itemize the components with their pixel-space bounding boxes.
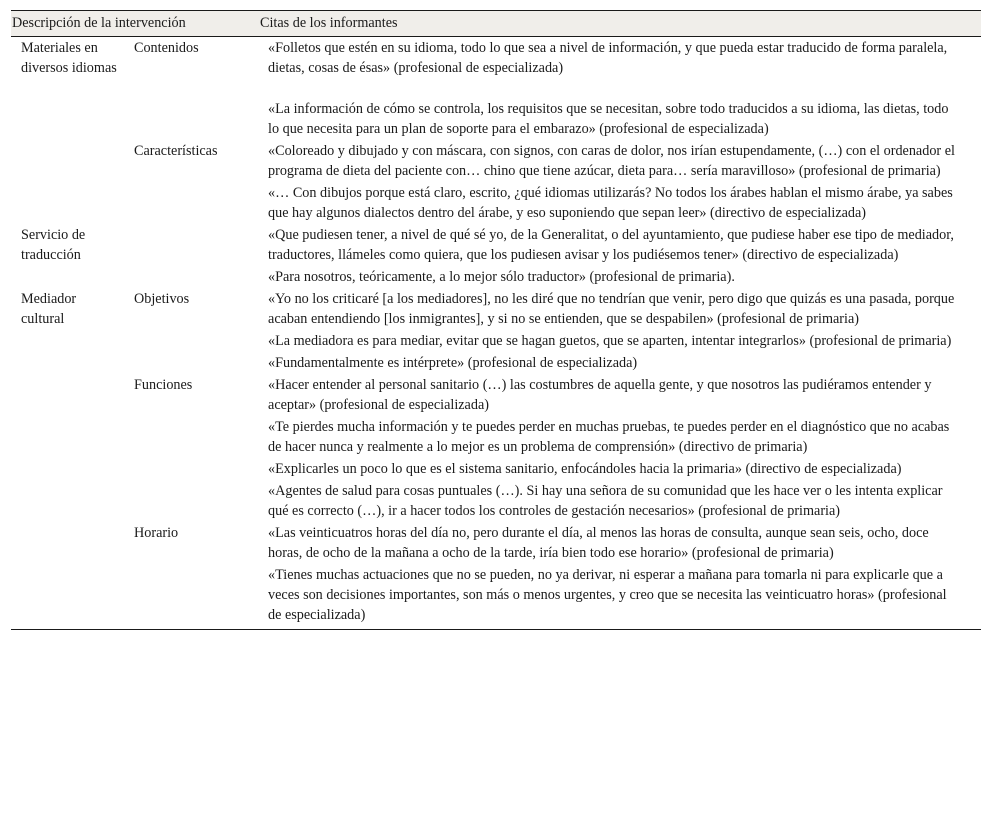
table-row [11,352,981,374]
subcategory-cell [123,330,259,352]
table-row [11,522,981,564]
header-quotes: Citas de los informantes [259,11,981,37]
quote-cell: «Explicarles un poco lo que es el sistema sanitario, enfocándoles hacia la primaria» (directivo de especializada) [268,461,902,477]
quote-cell: «Yo no los criticaré [a los mediadores], no les diré que no tendrían que venir, pero digo que quizás es una pasada, porque acaban entendiendo [los inmigrantes], y si no se entienden, que se despabilen» (profesional de primaria) [268,291,955,327]
subcategory-cell: Contenidos [134,40,199,56]
table-row [11,37,981,80]
table-row [11,182,981,224]
subcategory-cell [123,564,259,630]
table-row [11,374,981,416]
category-cell [11,266,123,288]
category-cell [11,352,123,374]
table-body [11,37,981,630]
category-cell [11,522,123,564]
interventions-table-wrapper [11,10,981,630]
quote-cell: «… Con dibujos porque está claro, escrito, ¿qué idiomas utilizarás? No todos los árabes hablan el mismo árabe, ya sabes que hay algunos dialectos dentro del árabe, y eso suponiendo que sepan leer» (directivo de especializada) [268,185,953,221]
table-row [11,330,981,352]
subcategory-cell [123,416,259,458]
subcategory-cell [123,182,259,224]
table-row [11,416,981,458]
category-cell [11,374,123,416]
category-cell: Mediador cultural [21,291,77,327]
category-cell [11,480,123,522]
subcategory-cell [123,480,259,522]
table-header [11,11,981,37]
category-cell [11,330,123,352]
subcategory-cell [123,266,259,288]
table-row [11,564,981,630]
quote-cell: «La mediadora es para mediar, evitar que se hagan guetos, que se aparten, intentar integrarlos» (profesional de primaria) [268,333,952,349]
quote-cell: «Hacer entender al personal sanitario (…) las costumbres de aquella gente, y que nosotros las pudiéramos entender y aceptar» (profesional de especializada) [268,377,932,413]
table-row [11,79,981,140]
category-cell [11,182,123,224]
quote-cell: «Fundamentalmente es intérprete» (profesional de especializada) [268,355,638,371]
category-cell [11,140,123,182]
subcategory-cell: Objetivos [134,291,190,307]
quote-cell: «Las veinticuatros horas del día no, pero durante el día, al menos las horas de consulta, aunque sean seis, ocho, doce horas, de ocho de la mañana a ocho de la tarde, iría bien todo ese horario» (profesional de primaria) [268,525,929,561]
table-row [11,288,981,330]
interventions-table [11,10,981,630]
table-row [11,480,981,522]
quote-cell: «Para nosotros, teóricamente, a lo mejor sólo traductor» (profesional de primaria). [268,269,735,285]
subcategory-cell: Funciones [134,377,193,393]
category-cell: Servicio de traducción [21,227,86,263]
table-row [11,224,981,266]
category-cell [11,79,123,140]
category-cell [11,564,123,630]
subcategory-cell: Características [134,143,218,159]
subcategory-cell: Horario [134,525,179,541]
quote-cell: «Coloreado y dibujado y con máscara, con signos, con caras de dolor, nos irían estupendamente, (…) con el ordenador el programa de dieta del paciente con… chino que tiene azúcar, dieta para… sería maravilloso» (profesional de primaria) [268,143,955,179]
quote-cell: «Agentes de salud para cosas puntuales (…). Si hay una señora de su comunidad que les hace ver o les intenta explicar qué es correcto (…), ir a hacer todos los controles de gestación necesarios» (profesional de primaria) [268,483,943,519]
quote-cell: «La información de cómo se controla, los requisitos que se necesitan, sobre todo traducidos a su idioma, las dietas, todo lo que necesita para un plan de soporte para el embarazo» (profesional de especializada) [268,101,949,137]
category-cell [11,416,123,458]
quote-cell: «Te pierdes mucha información y te puedes perder en muchas pruebas, te puedes perder en el diagnóstico que no acabas de hacer nunca y realmente a lo mejor es un problema de comprensión» (directivo de primaria) [268,419,950,455]
quote-cell: «Tienes muchas actuaciones que no se pueden, no ya derivar, ni esperar a mañana para tomarla ni para explicarle que a veces son decisiones importantes, son más o menos urgentes, y creo que se necesita las veinticuatro horas» (profesional de especializada) [259,564,981,630]
subcategory-cell [123,79,259,140]
subcategory-cell [123,458,259,480]
subcategory-cell [123,224,259,266]
quote-cell: «Folletos que estén en su idioma, todo lo que sea a nivel de información, y que pueda estar traducido de forma paralela, dietas, cosas de ésas» (profesional de especializada) [268,40,948,76]
table-row [11,140,981,182]
subcategory-cell [123,352,259,374]
quote-cell: «Que pudiesen tener, a nivel de qué sé yo, de la Generalitat, o del ayuntamiento, que pudiese haber ese tipo de mediador, traductores, llámeles como quiera, que los pudiesen avisar y los pudiésemos tener» (directivo de especializada) [268,227,954,263]
category-cell: Materiales en diversos idiomas [21,40,117,76]
table-row [11,458,981,480]
header-description: Descripción de la intervención [11,11,259,37]
category-cell [11,458,123,480]
table-row [11,266,981,288]
